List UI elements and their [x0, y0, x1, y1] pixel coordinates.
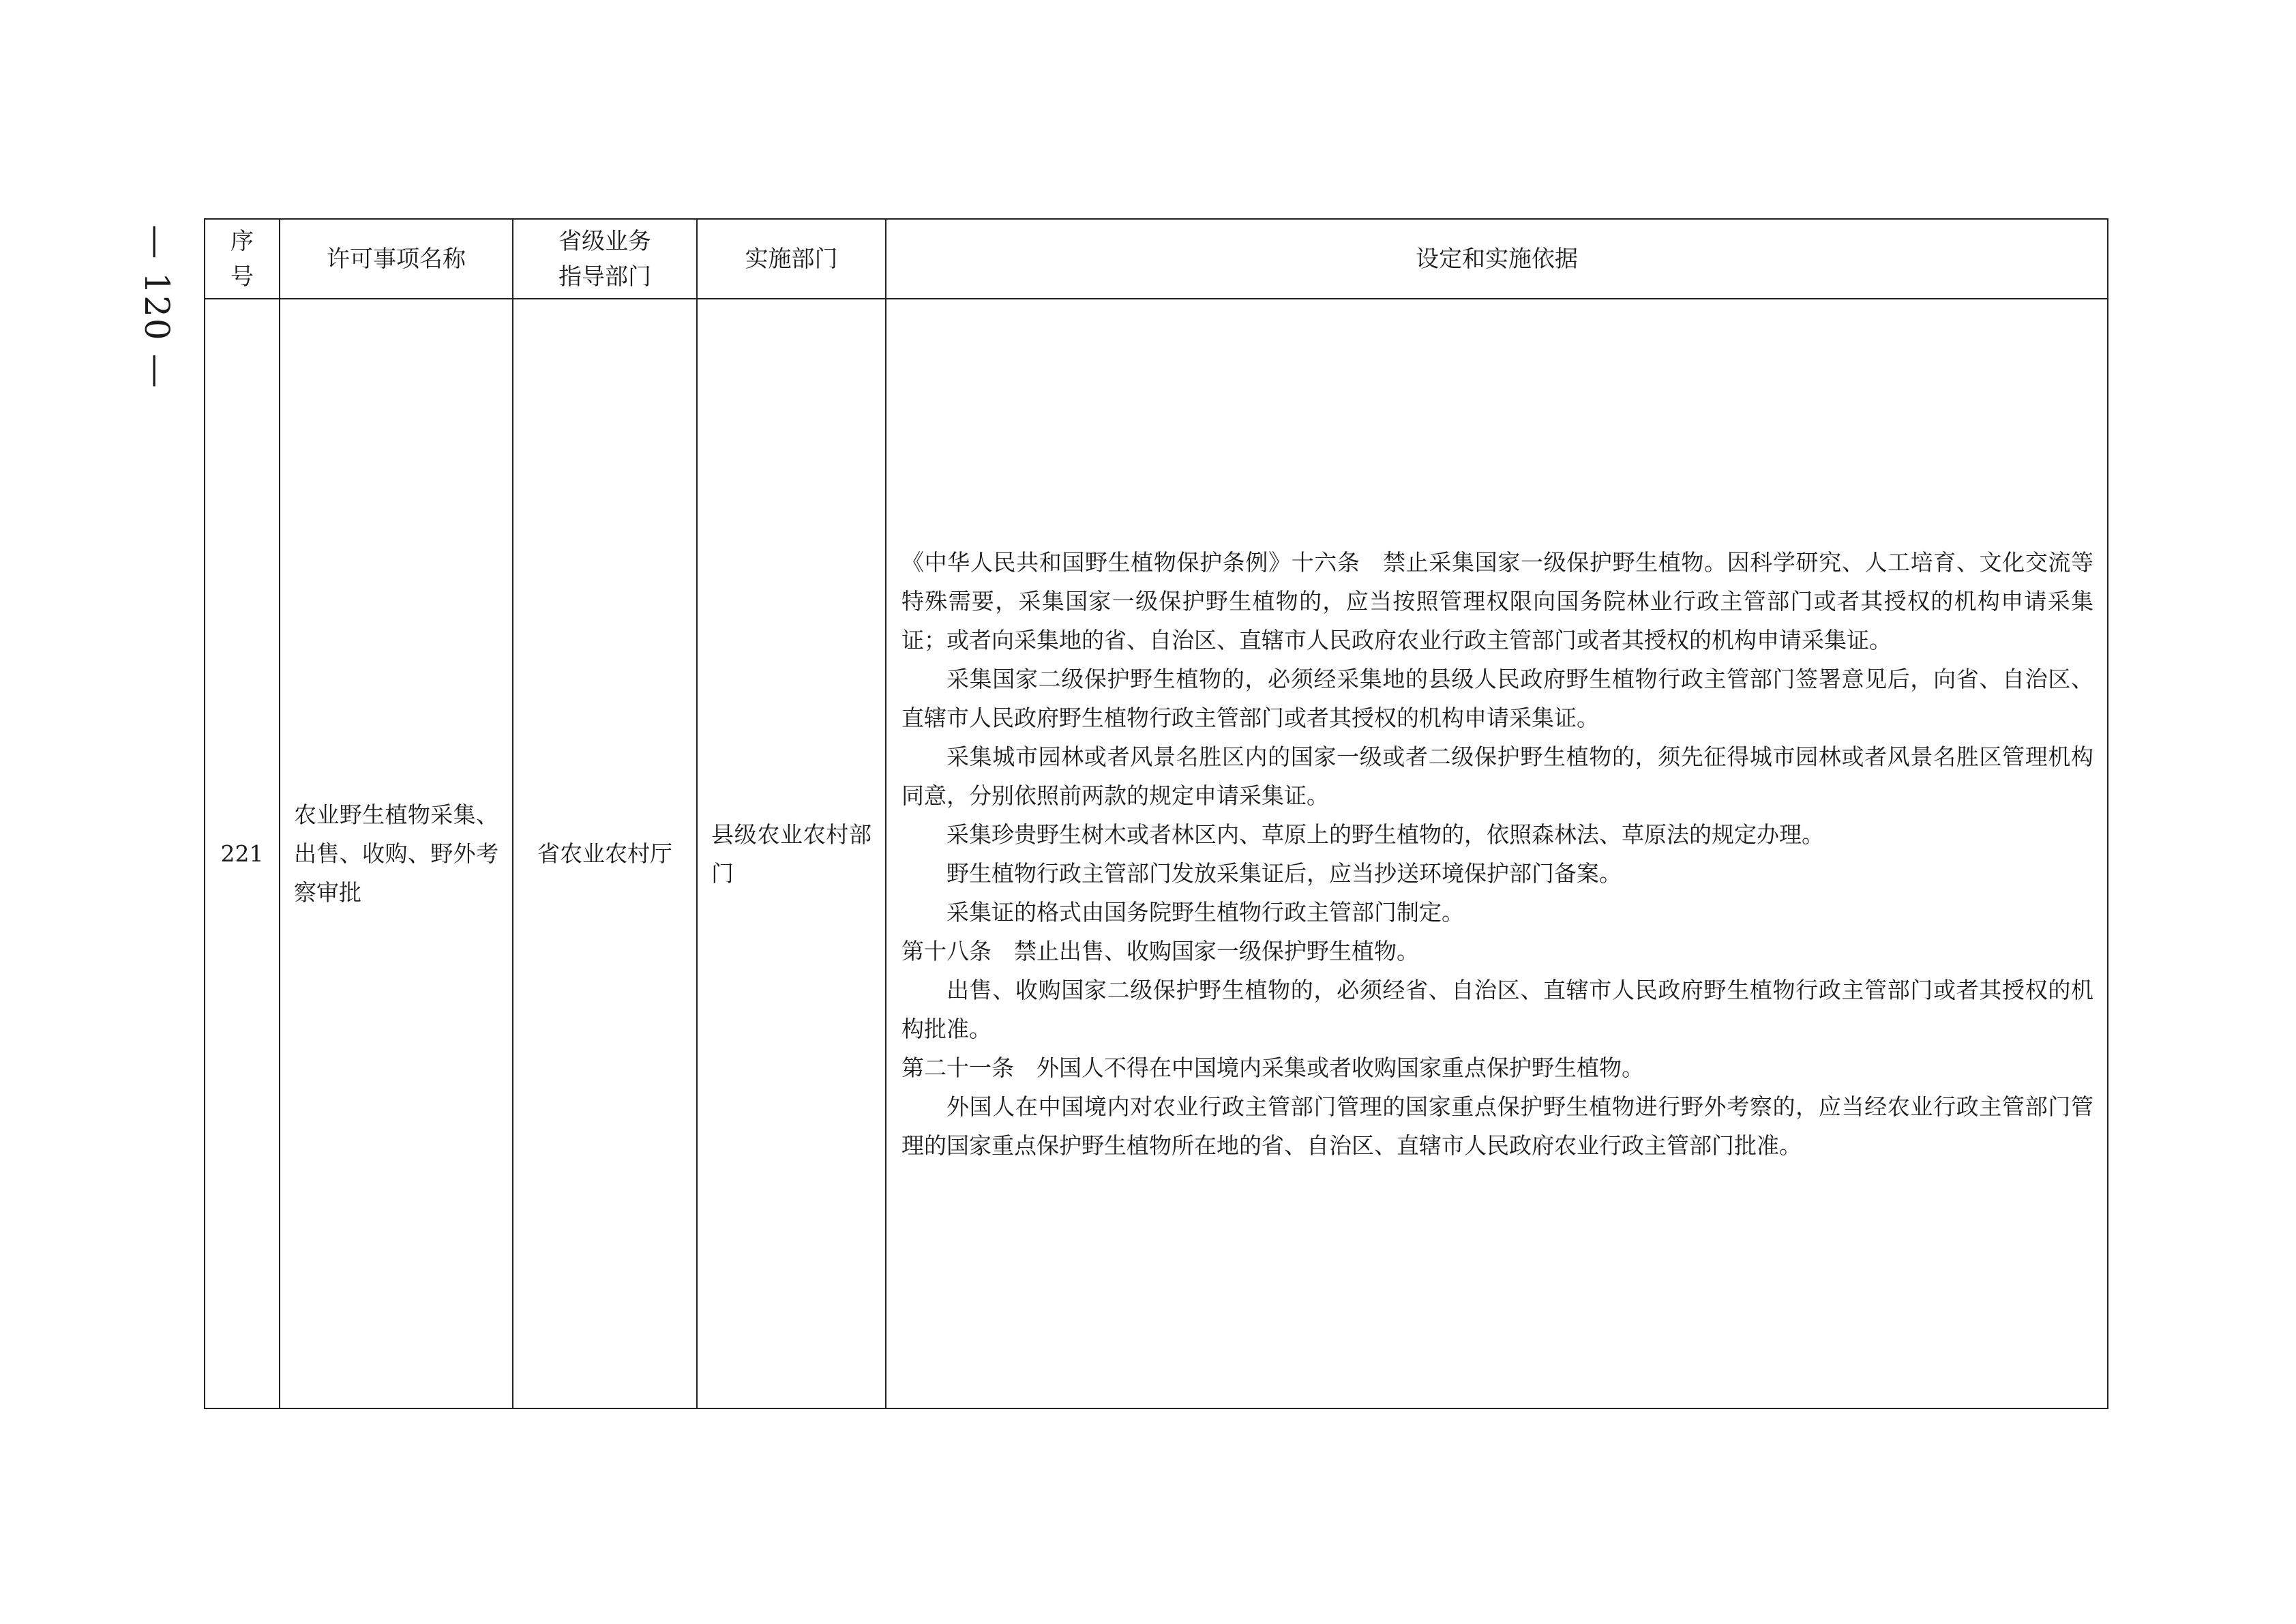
header-seq: 序 号: [205, 219, 280, 299]
basis-paragraph: 第十八条 禁止出售、收购国家一级保护野生植物。: [901, 937, 1419, 964]
basis-paragraph: 采集国家二级保护野生植物的，必须经采集地的县级人民政府野生植物行政主管部门签署意见后，向省、自治区、直辖市人民政府野生植物行政主管部门或者其授权的机构申请采集证。: [901, 665, 2093, 731]
basis-paragraph: 外国人在中国境内对农业行政主管部门管理的国家重点保护野生植物进行野外考察的，应当经农业行政主管部门管理的国家重点保护野生植物所在地的省、自治区、直辖市人民政府农业行政主管部门批准。: [901, 1093, 2093, 1159]
basis-paragraph: 出售、收购国家二级保护野生植物的，必须经省、自治区、直辖市人民政府野生植物行政主管部门或者其授权的机构批准。: [901, 976, 2093, 1042]
table-header-row: [205, 219, 2108, 299]
basis-paragraph: 野生植物行政主管部门发放采集证后，应当抄送环境保护部门备案。: [946, 859, 1622, 887]
header-dept: 省级业务 指导部门: [513, 219, 697, 299]
header-impl: 实施部门: [697, 219, 886, 299]
page-number: — 120 —: [137, 224, 177, 389]
basis-paragraph: 采集城市园林或者风景名胜区内的国家一级或者二级保护野生植物的，须先征得城市园林或者风景名胜区管理机构同意，分别依照前两款的规定申请采集证。: [901, 743, 2093, 809]
basis-paragraph: 采集珍贵野生树木或者林区内、草原上的野生植物的，依照森林法、草原法的规定办理。: [946, 821, 1824, 848]
cell-permit-name: 农业野生植物采集、出售、收购、野外考察审批: [280, 299, 513, 1408]
table-row: [205, 299, 2108, 1408]
cell-guiding-dept: 省农业农村厅: [513, 299, 697, 1408]
basis-paragraph: 采集证的格式由国务院野生植物行政主管部门制定。: [946, 898, 1464, 926]
header-basis: 设定和实施依据: [886, 219, 2108, 299]
cell-seq: 221: [205, 299, 280, 1408]
header-name: 许可事项名称: [280, 219, 513, 299]
cell-legal-basis: [886, 299, 2108, 1408]
basis-paragraph: 《中华人民共和国野生植物保护条例》十六条 禁止采集国家一级保护野生植物。因科学研究、人工培育、文化交流等特殊需要，采集国家一级保护野生植物的，应当按照管理权限向国务院林业行政主管部门或者其授权的机构申请采集证；或者向采集地的省、自治区、直辖市人民政府农业行政主管部门或者其授权的机构申请采集证。: [901, 548, 2093, 653]
permit-table: [204, 218, 2108, 1409]
cell-implementing-dept: 县级农业农村部门: [697, 299, 886, 1408]
basis-paragraph: 第二十一条 外国人不得在中国境内采集或者收购国家重点保护野生植物。: [901, 1054, 1644, 1081]
